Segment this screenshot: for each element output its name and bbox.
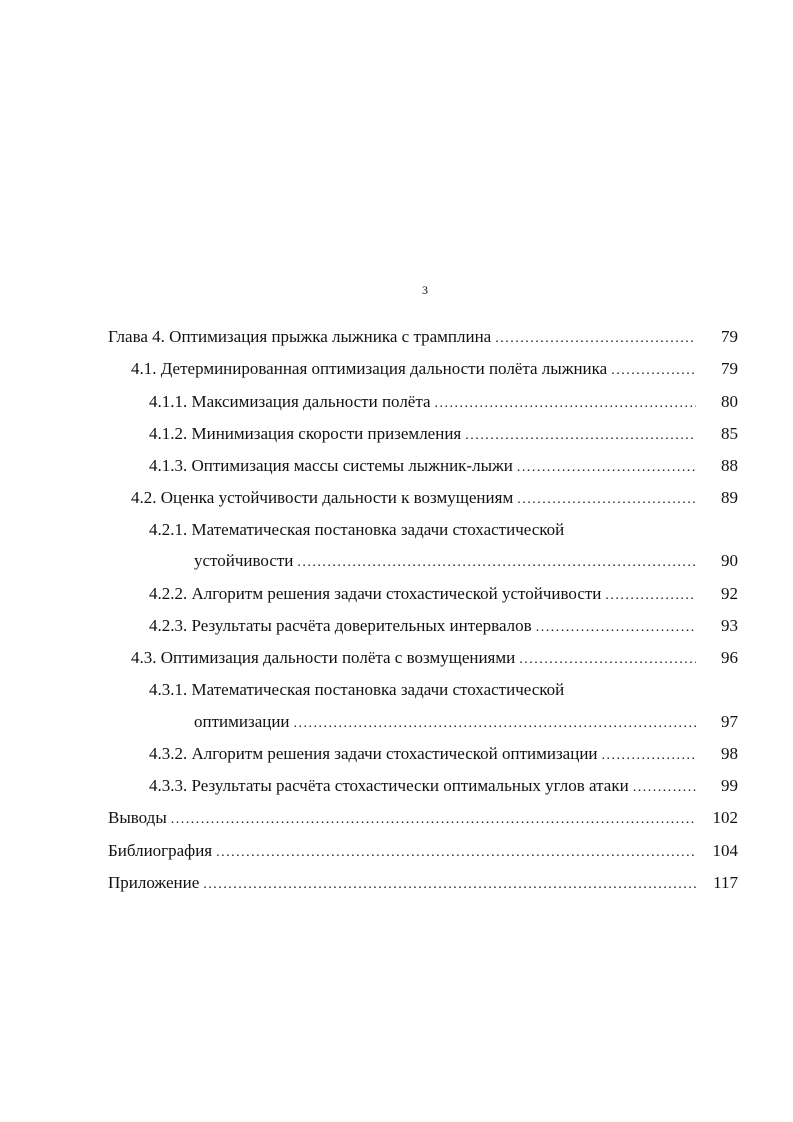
toc-entry-page: 90	[721, 551, 738, 570]
dot-leader	[517, 489, 696, 511]
toc-entry-page: 98	[721, 744, 738, 763]
toc-entry-bibliography[interactable]	[108, 840, 700, 862]
dot-leader	[519, 649, 696, 671]
dot-leader	[633, 777, 696, 799]
toc-entry-page: 104	[712, 841, 738, 860]
toc-entry-page: 79	[721, 359, 738, 378]
toc-entry-4-2-1[interactable]	[149, 519, 564, 541]
toc-entry-title: 4.2.1. Математическая постановка задачи стохастической	[149, 520, 565, 539]
toc-entry-4-2-2[interactable]	[149, 583, 700, 605]
toc-entry-4-1-2[interactable]	[149, 423, 700, 445]
toc-entry-title: Глава 4. Оптимизация прыжка лыжника с трамплина	[108, 327, 492, 346]
toc-entry-title: 4.3.3. Результаты расчёта стохастически оптимальных углов атаки	[149, 776, 629, 795]
toc-entry-conclusions[interactable]	[108, 807, 700, 829]
dot-leader	[294, 713, 696, 735]
toc-entry-page: 79	[721, 327, 738, 346]
toc-entry-page: 85	[721, 424, 738, 443]
toc-entry-page: 102	[712, 808, 738, 827]
toc-entry-page: 117	[713, 873, 738, 892]
toc-entry-4-2-1-continuation[interactable]	[194, 550, 700, 572]
toc-entry-title: Библиография	[108, 841, 213, 860]
toc-entry-title: 4.1.3. Оптимизация массы системы лыжник-лыжи	[149, 456, 513, 475]
toc-entry-4-2-3[interactable]	[149, 615, 700, 637]
toc-entry-title: Приложение	[108, 873, 200, 892]
toc-entry-title-continuation: устойчивости	[194, 551, 294, 570]
page-number: 3	[422, 283, 428, 297]
toc-entry-4-3-2[interactable]	[149, 743, 700, 765]
toc-entry-title: 4.3. Оптимизация дальности полёта с возмущениями	[131, 648, 516, 667]
toc-entry-page: 80	[721, 392, 738, 411]
toc-entry-page: 92	[721, 584, 738, 603]
toc-entry-page: 99	[721, 776, 738, 795]
toc-entry-page: 89	[721, 488, 738, 507]
toc-entry-4-3-1-continuation[interactable]	[194, 711, 700, 733]
toc-entry-title: 4.2.3. Результаты расчёта доверительных интервалов	[149, 616, 532, 635]
dot-leader	[495, 328, 696, 350]
dot-leader	[216, 842, 696, 864]
dot-leader	[297, 552, 696, 574]
toc-entry-title: 4.2.2. Алгоритм решения задачи стохастической устойчивости	[149, 584, 602, 603]
toc-entry-title: 4.3.2. Алгоритм решения задачи стохастической оптимизации	[149, 744, 598, 763]
toc-entry-4-3[interactable]	[131, 647, 700, 669]
toc-entry-4-1-1[interactable]	[149, 391, 700, 413]
toc-entry-page: 97	[721, 712, 738, 731]
toc-entry-title: 4.3.1. Математическая постановка задачи стохастической	[149, 680, 565, 699]
toc-entry-4-3-1[interactable]	[149, 679, 564, 701]
toc-entry-appendix[interactable]	[108, 872, 700, 894]
toc-entry-title: 4.1.2. Минимизация скорости приземления	[149, 424, 462, 443]
toc-entry-page: 96	[721, 648, 738, 667]
dot-leader	[465, 425, 696, 447]
toc-entry-title: 4.2. Оценка устойчивости дальности к возмущениям	[131, 488, 514, 507]
toc-entry-title: Выводы	[108, 808, 167, 827]
toc-entry-4-3-3[interactable]	[149, 775, 700, 797]
toc-entry-page: 93	[721, 616, 738, 635]
toc-entry-title: 4.1.1. Максимизация дальности полёта	[149, 392, 431, 411]
toc-entry-page: 88	[721, 456, 738, 475]
toc-entry-title: 4.1. Детерминированная оптимизация дальности полёта лыжника	[131, 359, 608, 378]
dot-leader	[536, 617, 696, 639]
toc-entry-chapter-4[interactable]	[108, 326, 700, 348]
dot-leader	[203, 874, 696, 896]
toc-entry-4-1-3[interactable]	[149, 455, 700, 477]
toc-entry-4-1[interactable]	[131, 358, 700, 380]
dot-leader	[435, 393, 696, 415]
dot-leader	[517, 457, 696, 479]
dot-leader	[605, 585, 696, 607]
dot-leader	[602, 745, 696, 767]
dot-leader	[611, 360, 696, 382]
dot-leader	[171, 809, 696, 831]
toc-entry-4-2[interactable]	[131, 487, 700, 509]
toc-entry-title-continuation: оптимизации	[194, 712, 290, 731]
